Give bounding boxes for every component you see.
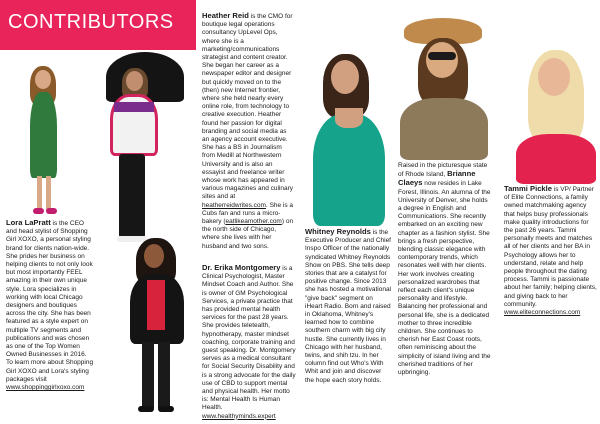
heather-bio-text: is the CMO for boutique legal operations consultancy UpLevel Ops, where she is a marketing/communications strategist and content creator. She began her career as a newspaper editor and designer but quickly moved on to the (then) new Internet frontier, where she held nearly every online role, from technology to creative execution. Heather found her passion for digital branding and social media as an agency account executive. She has a BS in Journalism from Medill at Northwestern University and is also an essayist and freelance writer whose work has appeared in various magazines and culinary sites and at (202, 13, 294, 201)
whitney-reynolds-photo (305, 52, 397, 228)
tammi-website-link[interactable]: www.eliteconnections.com (504, 309, 581, 317)
lora-website-link[interactable]: www.shoppinggirlxoxo.com (6, 384, 85, 392)
lora-bio-text: is the CEO and head stylist of Shopping Girl XOXO, a personal styling brand for clients nation-wide. She prides her business on helping clients to not only look but most importantly FEEL amazing in their own unique style. Lora specializes in working with local Chicago designers and boutiques across the city. She has been featured as a style expert on multiple TV segments and publications and was chosen as one of the Top Women Owned Businesses in 2016. To learn more about Shopping Girl XOXO and Lora's styling packages visit (6, 220, 94, 383)
erika-website-link[interactable]: www.healthyminds.expert (202, 412, 276, 420)
heather-reid-bio (202, 12, 294, 251)
lora-laprat-bio (6, 219, 94, 392)
lora-laprat-photo (20, 64, 68, 216)
brianne-bio-text: now resides in Lake Forest, Illinois. An alumna of the University of Denver, she holds a degree in English and Communications. She recently embarked on an exciting new chapter as a fashion stylist. She brings a fresh perspective, blending classic elegance with contemporary trends, which resonates well with her clients. Her work involves creating personalized wardrobes that reflect each client's unique personality and lifestyle. Balancing her professional and personal life, she is a dedicated mother to three incredible children. She continues to cherish her East Coast roots, often reminiscing about the simplicity of island living and the cherished traditions of her upbringing. (398, 180, 491, 377)
heather-bio-end: ) on the north side of Chicago, where she lives with her husband and two sons. (202, 218, 294, 250)
tammi-pickle-bio (504, 185, 598, 317)
erika-montgomery-bio (202, 264, 296, 421)
whitney-reynolds-bio (305, 228, 391, 385)
lora-name: Lora LaPratt (6, 218, 51, 227)
title-banner (0, 0, 196, 50)
tammi-bio-text: is VP/ Partner of Elite Connections, a family owned matchmaking agency that helps busy professionals make quality introductions for the past 26 years. Tammi personally meets and matches all of her clients and her BA in Psychology allows her to understand, relate and help people throughout the dating process. Tammi is passionate about her family; helping clients, and giving back to her community. (504, 186, 597, 308)
brianne-claeys-bio (398, 162, 492, 377)
erika-montgomery-photo (120, 236, 192, 420)
whitney-bio-text: is the Executive Producer and Chief Inspo Officer of the nationally syndicated Whitney Reynolds Show on PBS. She tells deep stories that are a catalyst for positive change. Since 2013 she has hosted a motivational "give back" segment on iHeart Radio. Born and raised in Oklahoma, Whitney's learned how to combine southern charm with big city hustle. She currently lives in Chicago with her husband, twins, and shih tzu. In her column find out Who's With Whit and join and discover the hope each story holds. (305, 229, 391, 384)
heather-bio-mid: . She is a Cubs fan and runs a micro-bakery ( (202, 201, 294, 226)
page-title: CONTRIBUTORS (8, 11, 174, 33)
tammi-pickle-photo (510, 44, 600, 184)
erika-name: Dr. Erika Montgomery (202, 263, 281, 272)
erika-bio-text: is a Clinical Psychologist, Master Mindset Coach and Author. She is owner of GM Psychological Services, a private practice that has provided mental health services for the past 28 years. She provides teletealth, hypnotherapy, master mindset coaching, corporate training and guest speaking. Dr. Montgomery serves as a medical consultant for Social Security Disability and is a strong advocate for the daily use of CBD to support mental and physical health. Her motto is: Mental Health Is Human Health. (202, 265, 296, 412)
brianne-name: Brianne Claeys (398, 169, 476, 188)
heather-reid-photo (92, 52, 188, 252)
tammi-name: Tammi Pickle (504, 184, 552, 193)
brianne-intro-text: Raised in the picturesque state of Rhode Island, (398, 162, 488, 179)
heather-website-link[interactable]: heatherreidwrites.com (202, 201, 266, 209)
whitney-name: Whitney Reynolds (305, 227, 371, 236)
brianne-claeys-photo (396, 12, 492, 160)
heather-name: Heather Reid (202, 11, 249, 20)
heather-bakery-link[interactable]: eatlikeamother.com (225, 218, 282, 226)
